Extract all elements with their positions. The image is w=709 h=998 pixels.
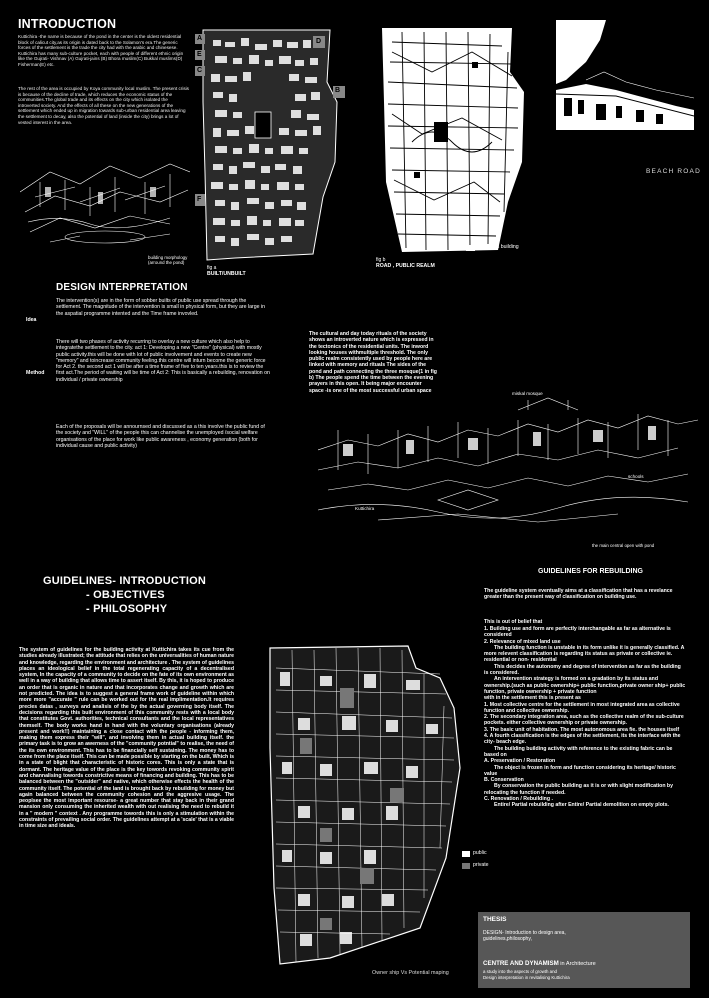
map-letter-f: F [197, 196, 202, 203]
thesis-subtitle-2: Design interpretation in revitalising Kuttichira [483, 975, 570, 980]
rebuilding-item: 1. Most collective centre for the settlement in most integrated area as collective function and collective ownership. [484, 701, 680, 714]
legend-private-swatch [462, 863, 470, 869]
rebuilding-item: The building function is unstable in its form unlike it is generally classified. A more relevent classification is regarding its status as private or collective ie. residential or non- residential [484, 644, 685, 664]
mosque-pond-sketch [318, 390, 698, 550]
guidelines-rebuilding-title: GUIDELINES FOR REBUILDING [538, 568, 644, 575]
method-text: There will two phases of activity recurring to overlay a new culture which also help to integratethe settlement to the city. act 1: Developing a new "Centre" (physical) with mostly public activity.this will be done with lot of public involvement and events to create new "memory" and toincrease community feeling.this centre will inturn become the generic force for Act 2. the second act 1 will be after a time frame of five to ten years.this is to review the first act.The period of waiting will be time of Act 2: This is basically a rebuilding, renovation on individual / private ownership [56, 339, 270, 383]
guidelines-title-1: GUIDELINES- INTRODUCTION [43, 575, 207, 587]
rebuilding-item: By conservation the public building as it is or with slight modification by relocating the function if needed. [484, 783, 673, 796]
proposals-text: Each of the proposals will be annournsed and discussed as a this involve the public fund of the society and "WILL" of the people this can channelise the unemployed /social welfare organisations of the place for work like public awareness , economy generation (both for individual cause and public activity) [56, 424, 265, 449]
label-miskal-mosque: miskal mosque [512, 391, 543, 396]
label-kuttichira: Kuttichira [355, 506, 375, 511]
label-central-open: the main central open with pond [592, 543, 655, 548]
map-letter-d: D [316, 38, 322, 45]
guidelines-title-3: - PHILOSOPHY [86, 603, 168, 615]
fig-b-title: ROAD , PUBLIC REALM [376, 263, 435, 269]
ownership-map-caption: Owner ship Vs Potential maping [372, 970, 449, 976]
rebuilding-item: 2. The secondary integration area, such as the collective realm of the sub-culture pockets. either collective ownership or private ownership. [484, 714, 684, 727]
ownership-potential-map [240, 628, 476, 968]
rebuilding-item: Entire/ Partial rebuilding after Entire/ Partial demolition on empty plots. [494, 802, 669, 809]
map-letter-b: B [335, 87, 341, 94]
legend-public-swatch [462, 851, 470, 857]
guidelines-title-2: - OBJECTIVES [86, 589, 165, 601]
rebuilding-item: 4. A fourth classification is the edges of the settlement, its the interface with the city- beach edge. [484, 733, 681, 746]
thesis-main-title-bold: CENTRE AND DYNAMISM [483, 960, 559, 967]
sketch-caption: building morphology (arround the pond) [148, 255, 188, 266]
beach-road-caption: BEACH ROAD [646, 168, 701, 175]
rituals-text: The cultural and day today rituals of the society shows an introverted nature which is expressed in the tectonics of the residential units. The inword looking houses withmultiple threshold. The only public realm consistently used by people here are linked with memory and rituals The sides of the pond and path connecting the three mosque(1 in fig b) The people spend the time between the evening prayers in this open. It being major encounter space -is one of the most successful urban space [309, 331, 437, 394]
method-label: Method [26, 370, 45, 376]
introduction-paragraph-1: Kuttichira -the name is because of the pond in the center is the oldest residential block of calicut city,as its origin is dated back to the Solamon's era.The generic forces of the settlement is the trade the city had with the arabic and chinesese. Kuttichira has many sub-culture pocket, each with people of different ethnic origin like the Gujrati- Vishnav (A) Gujrati-jains (B) Bhora muslim(C) Bukkal muslims(D) Fisherman(E) etc. [18, 34, 184, 67]
rebuilding-item: The object is frozen in form and function considering its heritage/ historic value [484, 764, 676, 777]
pond-morphology-sketch [20, 152, 190, 252]
thesis-subtitle-1: a study into the aspects of growth and [483, 969, 557, 974]
fig-a-label: fig a [207, 265, 217, 271]
map-letter-c: C [197, 67, 203, 74]
label-schools: schools [628, 474, 644, 479]
rebuilding-item: B. Conservation [484, 777, 524, 784]
introduction-title: INTRODUCTION [18, 17, 117, 31]
rebuilding-item: with in the settlement this is present as [484, 695, 581, 702]
rebuilding-item: 1. Building use and form are perfectly interchangable as far as alternative is considered [484, 626, 671, 639]
idea-label: Idea [26, 317, 37, 323]
idea-text: The intervention(s) are in the form of sobber builts of public use spread through the settlement. The magnitude of the intervention is small in physical form, but they are large in the aspatial programme intented and the Time frame invovled. [56, 298, 265, 317]
thesis-design-line: DESIGN- Introduction to design area, guidelines,philosophy, [483, 930, 566, 942]
rebuilding-intro: The guideline system eventually aims at a classification that has a revelance greater than the present way of classification on building use. [484, 588, 673, 601]
legend-private-label: private [473, 862, 489, 868]
rebuilding-item: 2. Relevance of mixed land use [484, 638, 561, 645]
legend-public-label: public [473, 850, 487, 856]
rebuilding-belief: This is out of belief that [484, 619, 543, 625]
rebuilding-item: C. Renovation / Rebuilding . [484, 796, 553, 803]
fig-b-label: fig b [376, 257, 386, 263]
legend-religious-swatch [466, 245, 475, 251]
thesis-title: THESIS [483, 916, 507, 923]
map-letter-a: A [197, 35, 203, 42]
guidelines-body: The system of guidelines for the building activity at Kuttichira takes its cue from the studies already illustrated; the attitude that relies on the universalities of human nature and knowledge, regarding the environment and architecture . The system of guidelines places an ideological belief in the total regenerating capacity of a decentralised system, In the capacity of a community to decide on the fate of its own environment as well in a way of building that allows time to assert itself. By this, it is hoped to produce an order that is organic in nature and that incorporates change and growth which are not predicted. The idea is to suggest a general frame work of guideline within which more more "accurate " rule can be worked out for the real implimentation.It requires precies datas , surveys and analisis of the by the actual governing body itself. The decisions regarding this built environment of this community rests with a local body that constitutes Govt. authorities, technical consultants and the local representatives themself. The body works hand in hand with the voluntary organisations (already present and work!!) maintaining a close contact with the people - informing them, making them express their "will", and involving them in actual building itself. the primary task is to grow an awerness of the "community potntial" to realise, the need of the its own environment. This has to be financially self sustaining. The money has to come from the place itself. This can be made possible by starting on the built, Which is in a state of blight that characteristic of historic cores. This is only a state that is dormant. The heritage value of the place is the key towords revoking community spirit and channalising towords constrictive means of financing and building. This has to be balanced between the "outsider" and native, which otherwise effects the health of the community itself. The potential of the land is brought back by rebuilding for money but again balanced between the community cohesion and the aggresive usage. The peoplsee the most important resourse- a great number that stay back in their grand mansion only consuming the inherited wealth with out realising the need to rebuild it in a " modern " context . Any programme towords this is only a stimulation within the constraints of prevailing social order. The guidelines attempt at a 'scale' that is a viable in time size and ideals. [19, 647, 234, 830]
thesis-main-title-suffix: in Architecture [558, 961, 596, 967]
design-interpretation-title: DESIGN INTERPRETATION [56, 282, 188, 293]
rebuilding-list [484, 626, 686, 809]
fig-a-title: BUILT/UNBUILT [207, 271, 246, 277]
thesis-box [478, 912, 690, 988]
map-letter-e: E [197, 51, 202, 58]
road-public-realm-map [372, 22, 534, 254]
rebuilding-item: 3. The basic unit of habitation. The most autonomous area fie. the houses itself [484, 726, 680, 733]
rebuilding-item: A. Preservation / Restoration [484, 758, 556, 765]
rebuilding-item: An intervention strategy is formed on a gradation by its status and ownership.(such as public ownership+ public function,private owner ship+ public function, private ownership + private function [484, 676, 686, 695]
thesis-main-title [483, 960, 688, 967]
rebuilding-item: The building building activity with reference to the existing fabric can be based on [484, 745, 673, 758]
introduction-paragraph-2: The rest of the area is occupied by Koya community local muslim. The present crisis is because of the decline of trade, which reduces the economic status of the communities.The global trade and its effects on the city which isolated the introverted society. And the effects of all these on the new generations of the settlement which ended up in migration towards sub-urban residential area leaving the settlement to decay, also the potential of land (inside the city) brings a lot of vested interest in the area. [18, 86, 189, 125]
beach-road-photo [556, 20, 694, 158]
legend-religious-label: Religious building [478, 244, 519, 250]
rebuilding-item: This decides the autonomy and degree of intervention as far as the building is considered. [484, 663, 681, 677]
built-unbuilt-map [195, 22, 345, 264]
